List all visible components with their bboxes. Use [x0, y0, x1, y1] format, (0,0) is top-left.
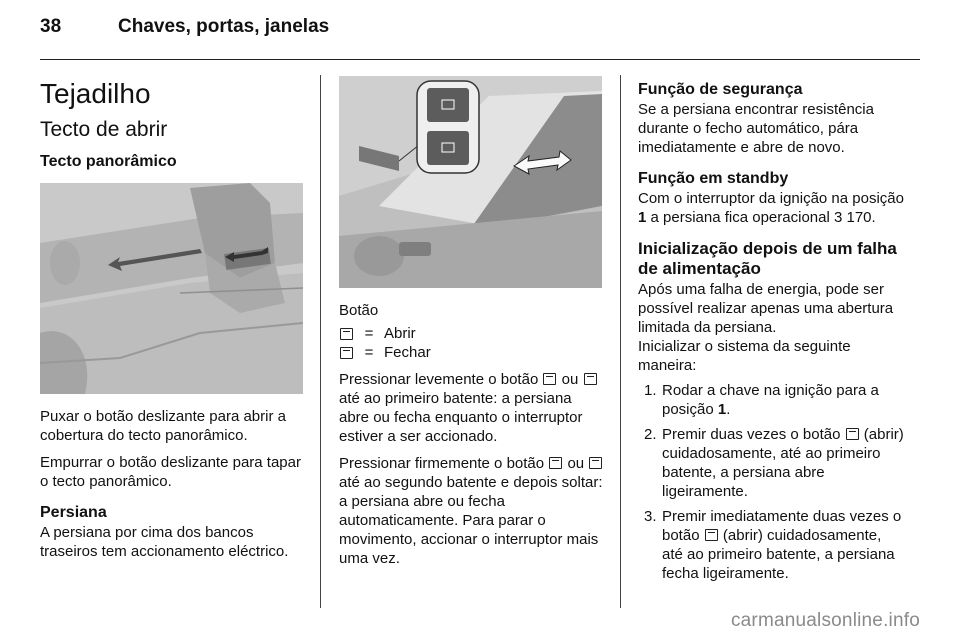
right-column	[638, 80, 904, 589]
chapter-title: Chaves, portas, janelas	[118, 16, 330, 37]
paragraph-init-1: Após uma falha de energia, pode ser possível realizar apenas uma abertura limitada da persiana.	[638, 281, 894, 336]
blind-open-icon	[340, 328, 353, 340]
list-item: 2. Premir duas vezes o botão (abrir) cuidadosamente, até ao primeiro batente, a persiana abre ligeiramente.	[644, 426, 904, 500]
subsubsection-title: Tecto panorâmico	[40, 153, 177, 170]
legend-open-label: Abrir	[384, 325, 416, 342]
paragraph-firm-press: Pressionar firmemente o botão ou até ao segundo batente e depois soltar: a persiana abre ou fecha automaticamente. Para parar o movimento, accionar o interruptor mais uma vez.	[339, 455, 603, 567]
safety-heading: Função de segurança	[638, 81, 803, 98]
left-column	[40, 70, 306, 175]
paragraph-open: Puxar o botão deslizante para abrir a cobertura do tecto panorâmico.	[40, 408, 286, 444]
cross-reference-arrow-icon: 3	[833, 209, 843, 226]
figure-caption: Botão	[339, 302, 379, 319]
paragraph-init-2: Inicializar o sistema da seguinte maneira:	[638, 338, 851, 374]
init-steps	[638, 381, 904, 583]
init-heading: Inicialização depois de um falha de alimentação	[638, 239, 897, 278]
section-title: Tejadilho	[40, 78, 151, 109]
paragraph-persiana: A persiana por cima dos bancos traseiros tem accionamento eléctrico.	[40, 524, 289, 560]
column-divider-2	[620, 75, 621, 608]
standby-heading: Função em standby	[638, 170, 789, 187]
blind-close-icon	[589, 457, 602, 469]
list-item: 3. Premir imediatamente duas vezes o botão (abrir) cuidadosamente, até ao primeiro batente, a persiana fecha ligeiramente.	[644, 508, 902, 582]
blind-open-icon	[543, 373, 556, 385]
page-header	[40, 16, 920, 46]
blind-close-icon	[340, 347, 353, 359]
paragraph-standby: Com o interruptor da ignição na posição 1 a persiana fica operacional 3 170.	[638, 190, 904, 226]
blind-open-icon	[549, 457, 562, 469]
legend-open: = Abrir	[339, 324, 605, 343]
list-item: 1. Rodar a chave na ignição para a posição 1.	[644, 382, 879, 418]
column-divider-1	[320, 75, 321, 608]
persiana-heading: Persiana	[40, 504, 107, 521]
blind-open-icon	[846, 428, 859, 440]
blind-button-illustration	[339, 76, 602, 288]
blind-close-icon	[705, 529, 718, 541]
paragraph-safety: Se a persiana encontrar resistência durante o fecho automático, pára imediatamente e abre de novo.	[638, 101, 874, 156]
legend-close-label: Fechar	[384, 344, 431, 361]
middle-column	[339, 301, 605, 576]
paragraph-close: Empurrar o botão deslizante para tapar o tecto panorâmico.	[40, 454, 301, 490]
paragraph-light-press: Pressionar levemente o botão ou até ao primeiro batente: a persiana abre ou fecha enquanto o interruptor estiver a ser accionado.	[339, 370, 605, 446]
subsection-title: Tecto de abrir	[40, 118, 168, 141]
header-rule	[40, 59, 920, 60]
blind-close-icon	[584, 373, 597, 385]
watermark: carmanualsonline.info	[730, 610, 920, 631]
page-number: 38	[40, 16, 62, 37]
panoramic-roof-illustration	[40, 183, 303, 394]
left-column-lower	[40, 407, 308, 569]
legend-close: = Fechar	[339, 343, 605, 362]
